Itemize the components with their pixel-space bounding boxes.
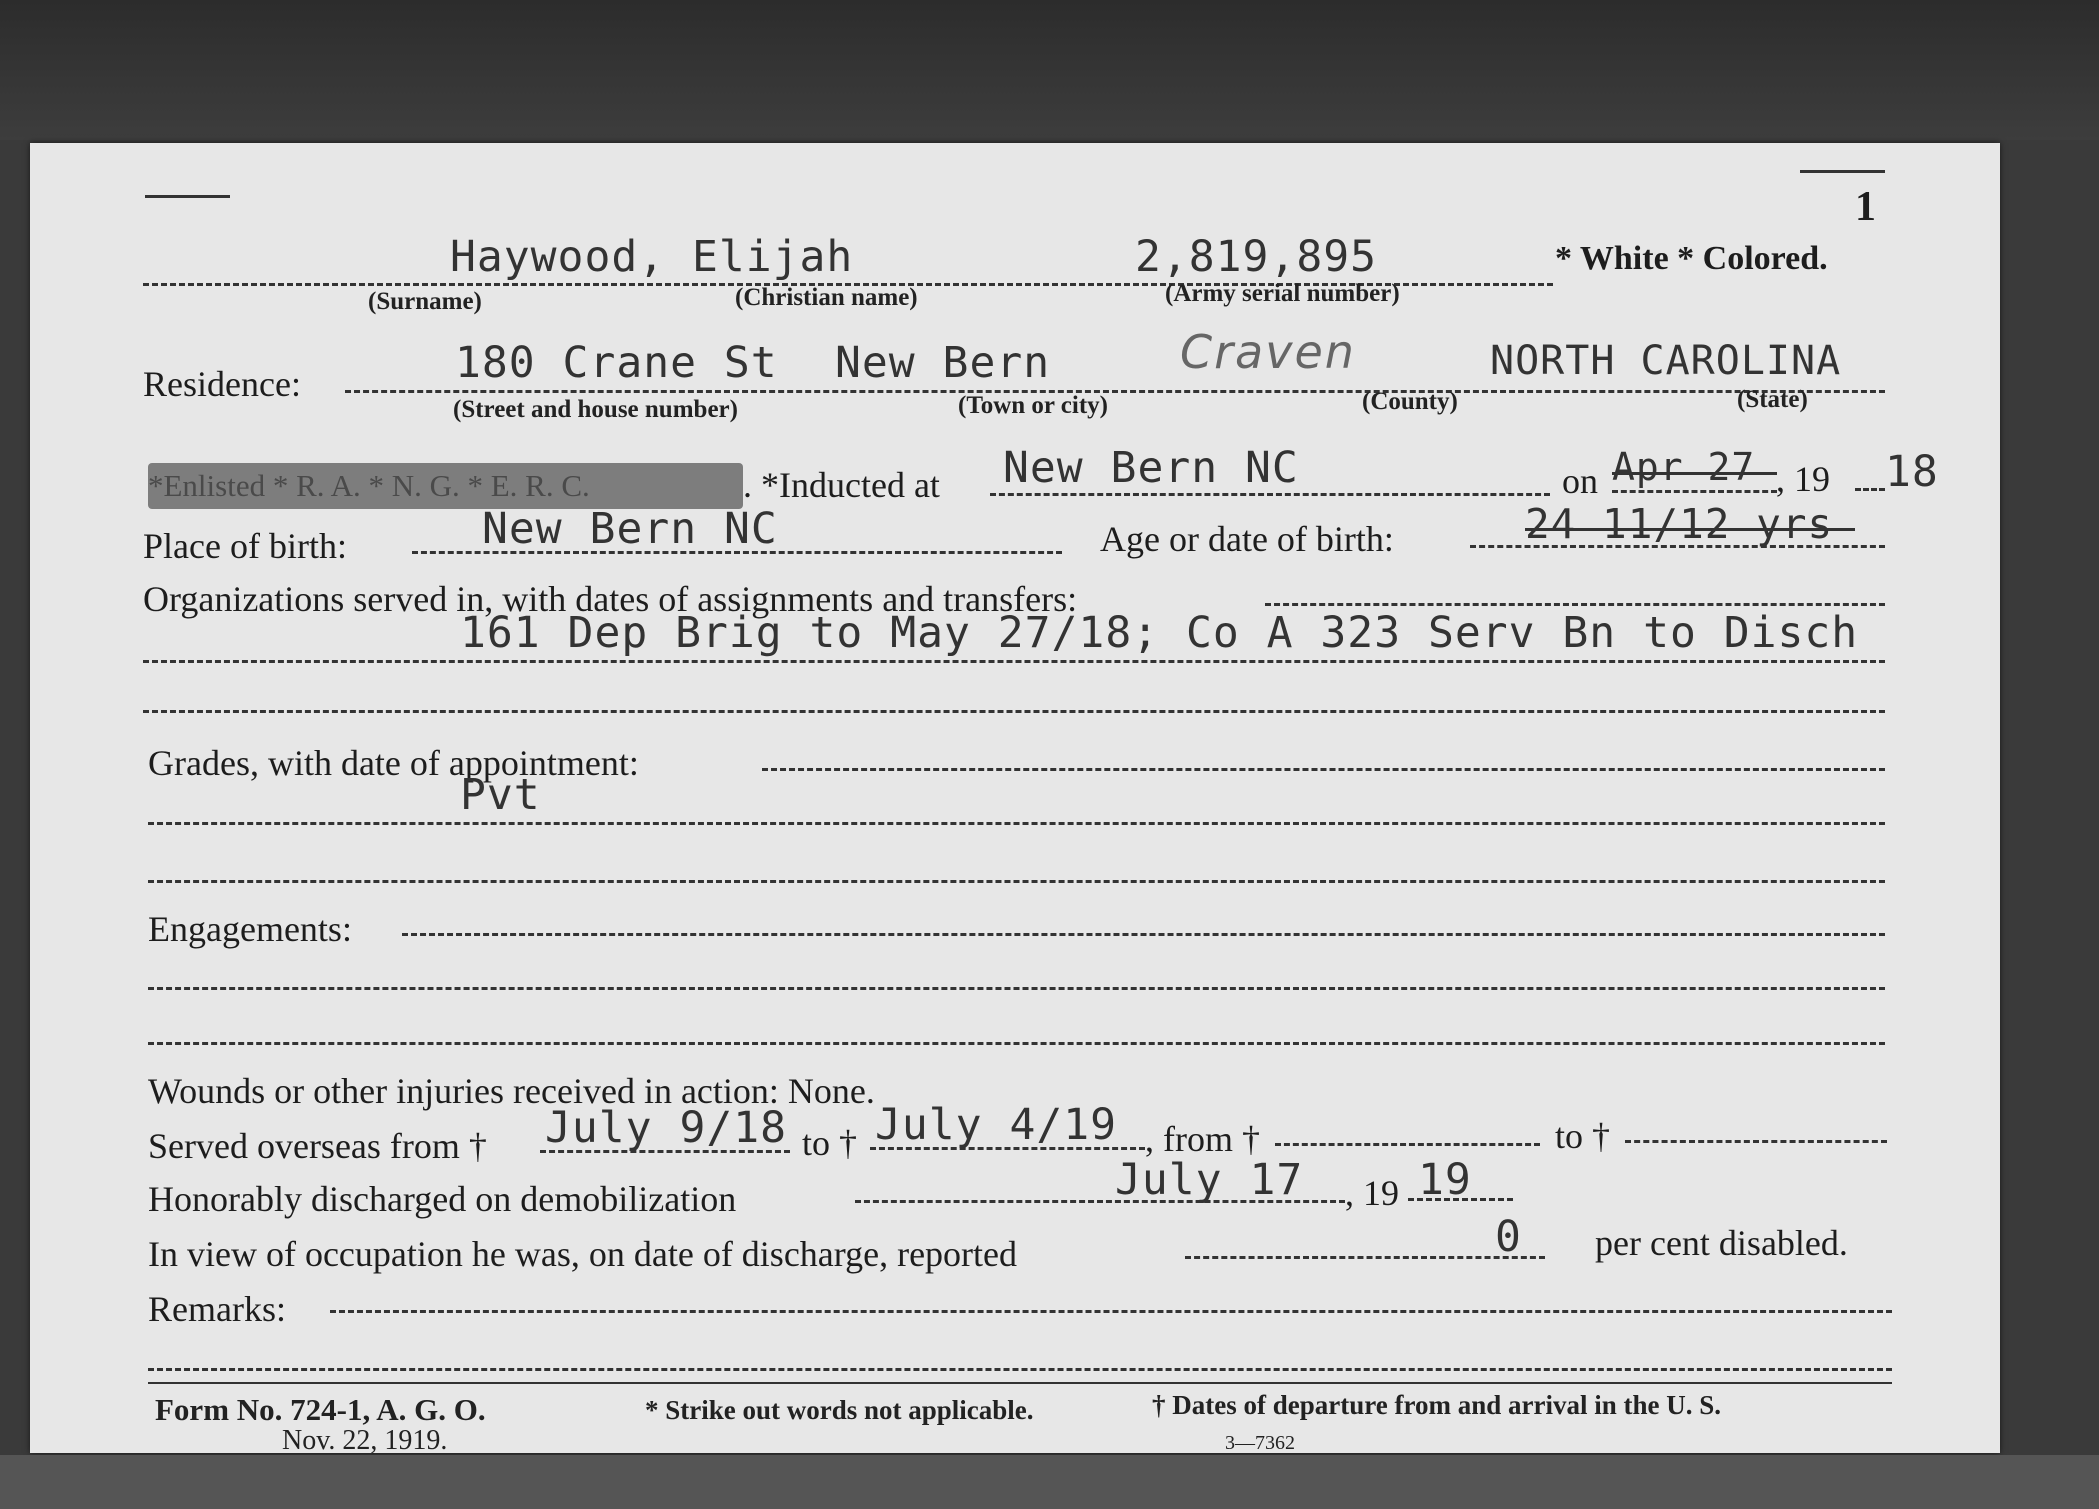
organizations-label: Organizations served in, with dates of assignments and transfers: <box>143 579 1078 619</box>
enlisted-options: *Enlisted * R. A. * N. G. * E. R. C. <box>148 468 590 503</box>
residence-line <box>345 390 1885 393</box>
remarks-label: Remarks: <box>148 1289 286 1329</box>
disability-value: 0 <box>1495 1212 1522 1262</box>
strike-note: * Strike out words not applicable. <box>645 1395 1034 1425</box>
scan-background-top <box>0 0 2099 140</box>
organizations-value: 161 Dep Brig to May 27/18; Co A 323 Serv Bn to Disch <box>460 608 1859 658</box>
induction-date-value: Apr 27 <box>1612 445 1756 489</box>
induction-year-prefix: , 19 <box>1776 459 1830 499</box>
grades-label: Grades, with date of appointment: <box>148 743 639 783</box>
organizations-line-1 <box>1265 603 1885 606</box>
engagements-line-2 <box>148 987 1885 990</box>
form-number: Form No. 724-1, A. G. O. <box>155 1392 486 1427</box>
overseas-to2-label: to † <box>1555 1116 1611 1156</box>
engagements-line-1 <box>402 933 1885 936</box>
label-surname: (Surname) <box>368 288 482 315</box>
grades-value: Pvt <box>460 770 541 820</box>
remarks-line-2 <box>148 1368 1892 1371</box>
engagements-line-3 <box>148 1042 1885 1045</box>
footer-rule <box>148 1382 1892 1384</box>
organizations-line-2 <box>143 660 1885 663</box>
label-street: (Street and house number) <box>453 396 738 423</box>
disability-label: In view of occupation he was, on date of discharge, reported <box>148 1234 1018 1274</box>
remarks-line-1 <box>330 1310 1892 1313</box>
place-of-birth-value: New Bern NC <box>482 504 778 554</box>
on-label: on <box>1562 461 1598 501</box>
inducted-at-line <box>990 493 1550 496</box>
label-army-serial: (Army serial number) <box>1165 280 1400 307</box>
scan-background-bottom <box>0 1455 2099 1509</box>
inducted-at-value: New Bern NC <box>1003 443 1299 493</box>
wounds-label: Wounds or other injuries received in action: None. <box>148 1071 875 1111</box>
grades-line-3 <box>148 880 1885 883</box>
top-left-rule <box>145 195 230 198</box>
residence-state-value: NORTH CAROLINA <box>1490 338 1842 384</box>
grades-line-2 <box>148 822 1885 825</box>
card-number: 1 <box>1855 184 1876 230</box>
overseas-to-value: July 4/19 <box>875 1100 1117 1150</box>
race-options: * White * Colored. <box>1555 240 1828 277</box>
disability-suffix: per cent disabled. <box>1595 1223 1848 1263</box>
residence-town-value: New Bern <box>835 338 1051 388</box>
discharge-date-value: July 17 <box>1115 1155 1304 1205</box>
label-christian-name: (Christian name) <box>735 284 918 311</box>
overseas-from2-label: , from † <box>1145 1119 1260 1159</box>
label-county: (County) <box>1362 388 1458 415</box>
residence-street-value: 180 Crane St <box>455 338 778 388</box>
top-right-rule <box>1800 170 1885 173</box>
dates-note: † Dates of departure from and arrival in the U. S. <box>1152 1390 1721 1420</box>
engagements-label: Engagements: <box>148 909 352 949</box>
serial-number-value: 2,819,895 <box>1135 232 1377 282</box>
label-state: (State) <box>1737 386 1808 413</box>
disability-line <box>1185 1256 1545 1259</box>
induction-year-value: 18 <box>1885 447 1939 497</box>
overseas-from2-line <box>1275 1143 1540 1146</box>
discharge-year-value: 19 <box>1418 1155 1472 1205</box>
place-of-birth-label: Place of birth: <box>143 526 347 566</box>
induction-year-line <box>1855 488 1885 491</box>
overseas-to2-line <box>1625 1140 1887 1143</box>
overseas-to-label: to † <box>802 1123 858 1163</box>
surname-christian-value: Haywood, Elijah <box>450 232 854 282</box>
discharge-label: Honorably discharged on demobilization <box>148 1179 737 1219</box>
label-town: (Town or city) <box>958 392 1108 419</box>
organizations-line-3 <box>143 710 1885 713</box>
discharge-year-prefix: , 19 <box>1345 1173 1399 1213</box>
induction-date-line <box>1612 490 1777 493</box>
overseas-from-value: July 9/18 <box>545 1103 787 1153</box>
age-strike <box>1525 528 1855 531</box>
residence-label: Residence: <box>143 364 301 404</box>
age-label: Age or date of birth: <box>1100 519 1394 559</box>
served-overseas-label: Served overseas from † <box>148 1126 487 1166</box>
form-code: 3—7362 <box>1225 1432 1295 1454</box>
grades-line-1 <box>762 768 1885 771</box>
age-value: 24 11/12 yrs <box>1525 500 1834 548</box>
form-date: Nov. 22, 1919. <box>282 1425 448 1456</box>
residence-county-value: Craven <box>1180 325 1356 379</box>
inducted-at-label: . *Inducted at <box>743 465 940 505</box>
induction-date-strike <box>1612 472 1777 475</box>
